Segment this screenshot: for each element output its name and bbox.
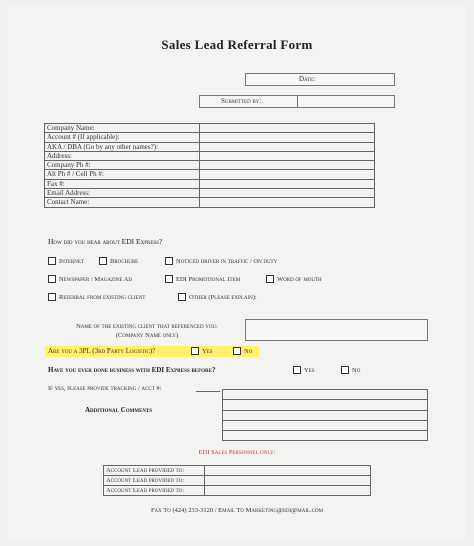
date-label: Date:: [299, 75, 316, 83]
lead-provided-label-3: Account Lead provided to:: [104, 486, 205, 496]
tracking-label: If yes, please provide tracking / acct #:: [48, 385, 162, 392]
word-of-mouth-checkbox[interactable]: [266, 275, 274, 283]
lead-provided-input-2[interactable]: [205, 476, 371, 486]
contact-name-input[interactable]: [200, 198, 375, 207]
table-row: [45, 133, 375, 142]
existing-client-label-line1: Name of the existing client that referenced you:: [76, 323, 218, 330]
business-before-no-checkbox[interactable]: [341, 366, 349, 374]
additional-comments-box[interactable]: [222, 389, 428, 441]
hear-about-question: How did you hear about EDI Express?: [48, 237, 163, 246]
option-referral[interactable]: [48, 293, 145, 301]
three-pl-yes-label: Yes: [202, 347, 213, 355]
account-number-label: Account # (If applicable):: [45, 133, 200, 142]
address-label: Address:: [45, 151, 200, 160]
option-newspaper[interactable]: [48, 275, 132, 283]
option-brochure[interactable]: [99, 257, 138, 265]
three-pl-no-label: No: [244, 347, 253, 355]
office-use-table: [103, 465, 371, 496]
lead-provided-label-1: Account Lead provided to:: [104, 466, 205, 476]
tracking-input-line[interactable]: [196, 391, 220, 392]
business-before-yes-checkbox[interactable]: [293, 366, 301, 374]
date-field[interactable]: [245, 73, 395, 86]
existing-client-input[interactable]: [245, 319, 428, 341]
submitted-by-label: Submitted by:: [221, 97, 262, 105]
company-phone-label: Company Ph #:: [45, 161, 200, 170]
company-name-input[interactable]: [200, 124, 375, 133]
alt-phone-input[interactable]: [200, 170, 375, 179]
additional-comments-label: Additional Comments: [85, 406, 153, 414]
alt-phone-label: Alt Ph # / Cell Ph #:: [45, 170, 200, 179]
referral-checkbox[interactable]: [48, 293, 56, 301]
table-row: [45, 124, 375, 133]
option-word-of-mouth[interactable]: [266, 275, 322, 283]
table-row: [45, 161, 375, 170]
option-promo-item[interactable]: [165, 275, 240, 283]
three-pl-no-checkbox[interactable]: [233, 347, 241, 355]
word-of-mouth-label: Word of mouth: [277, 275, 322, 283]
table-row: [104, 476, 371, 486]
brochure-checkbox[interactable]: [99, 257, 107, 265]
three-pl-question: [48, 347, 155, 355]
three-pl-question-text: Are you a 3PL (3rd Party Logistic)?: [48, 347, 156, 355]
option-noticed-driver[interactable]: [165, 257, 277, 265]
three-pl-yes-checkbox[interactable]: [191, 347, 199, 355]
form-title: Sales Lead Referral Form: [161, 37, 313, 52]
existing-client-label-line2: (Company Name only): [115, 332, 179, 339]
newspaper-label: Newspaper / Magazine Ad: [59, 275, 132, 283]
fax-label: Fax #:: [45, 179, 200, 188]
referral-label: Referral from existing client: [59, 293, 146, 301]
business-before-yes-label: Yes: [304, 366, 315, 374]
table-row: [45, 151, 375, 160]
promo-item-label: EDI Promotional Item: [176, 275, 241, 283]
table-row: [104, 466, 371, 476]
contact-name-label: Contact Name:: [45, 198, 200, 207]
internet-label: Internet: [59, 257, 84, 265]
table-row: [45, 198, 375, 207]
table-row: [45, 189, 375, 198]
submitted-by-field[interactable]: [199, 95, 395, 108]
newspaper-checkbox[interactable]: [48, 275, 56, 283]
comment-line: [223, 410, 428, 420]
comment-line: [223, 431, 428, 441]
comment-line-3[interactable]: [223, 410, 428, 420]
business-before-yes[interactable]: [293, 366, 315, 374]
three-pl-yes[interactable]: [191, 347, 213, 355]
email-label: Email Address:: [45, 189, 200, 198]
company-name-label: Company Name:: [45, 124, 200, 133]
office-use-heading: EDI Sales Personnel only:: [198, 449, 276, 456]
business-before-no-label: No: [352, 366, 361, 374]
email-input[interactable]: [200, 189, 375, 198]
comment-line: [223, 390, 428, 400]
lead-provided-input-1[interactable]: [205, 466, 371, 476]
form-page: [8, 6, 466, 540]
submitted-by-divider: [297, 96, 298, 107]
address-input[interactable]: [200, 151, 375, 160]
comment-line-4[interactable]: [223, 420, 428, 430]
option-internet[interactable]: [48, 257, 84, 265]
comment-line: [223, 420, 428, 430]
table-row: [104, 486, 371, 496]
other-label: Other (Please explain):: [189, 293, 257, 301]
business-before-no[interactable]: [341, 366, 360, 374]
lead-provided-label-2: Account Lead provided to:: [104, 476, 205, 486]
brochure-label: Brochure: [110, 257, 139, 265]
noticed-driver-checkbox[interactable]: [165, 257, 173, 265]
table-row: [45, 170, 375, 179]
promo-item-checkbox[interactable]: [165, 275, 173, 283]
lead-provided-input-3[interactable]: [205, 486, 371, 496]
option-other[interactable]: [178, 293, 257, 301]
aka-dba-input[interactable]: [200, 142, 375, 151]
three-pl-no[interactable]: [233, 347, 252, 355]
footer-contact: Fax To (424) 233-3120 / Email To Marketing@edi@mail.com: [150, 507, 324, 514]
comment-line-5[interactable]: [223, 431, 428, 441]
comment-line-1[interactable]: [223, 390, 428, 400]
fax-input[interactable]: [200, 179, 375, 188]
comment-line-2[interactable]: [223, 400, 428, 410]
noticed-driver-label: Noticed driver in traffic / On duty: [176, 257, 278, 265]
other-checkbox[interactable]: [178, 293, 186, 301]
table-row: [45, 179, 375, 188]
business-before-question: Have you ever done business with EDI Express before?: [48, 366, 216, 374]
existing-client-label: [52, 322, 242, 340]
internet-checkbox[interactable]: [48, 257, 56, 265]
table-row: [45, 142, 375, 151]
account-number-input[interactable]: [200, 133, 375, 142]
company-phone-input[interactable]: [200, 161, 375, 170]
company-info-table: [44, 123, 375, 208]
aka-dba-label: AKA / DBA (Go by any other names?):: [45, 142, 200, 151]
comment-line: [223, 400, 428, 410]
